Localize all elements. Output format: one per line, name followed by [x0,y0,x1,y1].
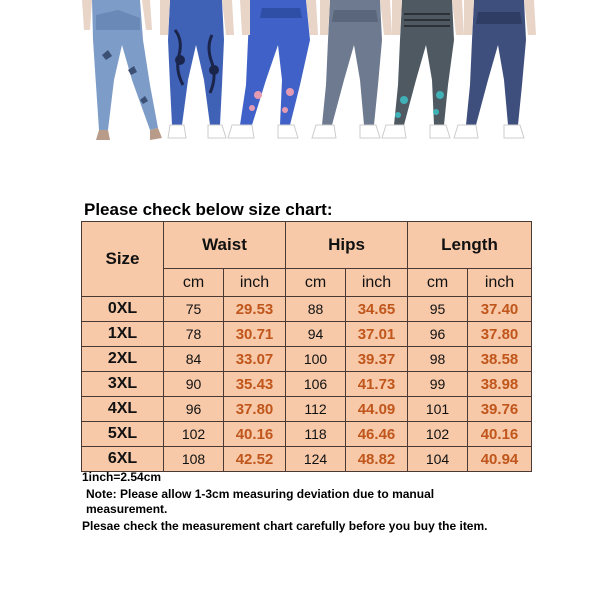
waist-inch-cell: 40.16 [224,422,286,447]
size-cell: 1XL [82,322,164,347]
size-column-header: Size [82,222,164,297]
leggings-models-photo [0,0,612,145]
length-cm-cell: 102 [408,422,468,447]
measurement-deviation-note: Note: Please allow 1-3cm measuring deviation due to manual measurement. [86,487,435,516]
waist-cm-header: cm [164,269,224,297]
table-row [82,297,532,322]
length-inch-cell: 38.58 [468,347,532,372]
length-inch-cell: 40.94 [468,447,532,472]
table-row [82,372,532,397]
length-cm-header: cm [408,269,468,297]
waist-cm-cell: 78 [164,322,224,347]
length-inch-cell: 38.98 [468,372,532,397]
size-cell: 4XL [82,397,164,422]
waist-inch-header: inch [224,269,286,297]
waist-inch-cell: 37.80 [224,397,286,422]
model-bright-blue-pink-floral [228,0,318,138]
size-chart-heading: Please check below size chart: [84,200,333,219]
hips-inch-cell: 48.82 [346,447,408,472]
hips-inch-cell: 46.46 [346,422,408,447]
size-chart-table [81,221,532,472]
waist-header: Waist [164,222,286,269]
waist-inch-cell: 30.71 [224,322,286,347]
hips-cm-cell: 88 [286,297,346,322]
length-cm-cell: 101 [408,397,468,422]
waist-cm-cell: 90 [164,372,224,397]
size-cell: 5XL [82,422,164,447]
size-cell: 3XL [82,372,164,397]
model-navy-denim [454,0,536,138]
waist-cm-cell: 108 [164,447,224,472]
length-cm-cell: 95 [408,297,468,322]
length-cm-cell: 104 [408,447,468,472]
hips-cm-cell: 106 [286,372,346,397]
hips-cm-cell: 118 [286,422,346,447]
hips-cm-cell: 112 [286,397,346,422]
model-dark-grey-teal-floral [382,0,464,138]
hips-inch-cell: 41.73 [346,372,408,397]
waist-cm-cell: 96 [164,397,224,422]
waist-inch-cell: 42.52 [224,447,286,472]
check-chart-note: Plesae check the measurement chart carefully before you buy the item. [82,519,488,533]
hips-inch-cell: 39.37 [346,347,408,372]
unit-conversion-note: 1inch=2.54cm [82,470,162,484]
length-inch-cell: 37.40 [468,297,532,322]
model-light-blue-butterfly [82,0,162,140]
hips-cm-cell: 124 [286,447,346,472]
length-inch-cell: 39.76 [468,397,532,422]
length-cm-cell: 99 [408,372,468,397]
table-row [82,447,532,472]
waist-inch-cell: 33.07 [224,347,286,372]
size-chart-notes [82,470,512,534]
size-cell: 0XL [82,297,164,322]
length-inch-cell: 40.16 [468,422,532,447]
waist-inch-cell: 35.43 [224,372,286,397]
table-row [82,347,532,372]
table-row [82,397,532,422]
table-row [82,422,532,447]
hips-cm-cell: 94 [286,322,346,347]
waist-cm-cell: 84 [164,347,224,372]
size-cell: 2XL [82,347,164,372]
hips-inch-cell: 34.65 [346,297,408,322]
hips-inch-header: inch [346,269,408,297]
table-row [82,322,532,347]
length-inch-cell: 37.80 [468,322,532,347]
length-header: Length [408,222,532,269]
model-grey-denim [312,0,392,138]
length-cm-cell: 98 [408,347,468,372]
length-inch-header: inch [468,269,532,297]
hips-cm-cell: 100 [286,347,346,372]
hips-inch-cell: 44.09 [346,397,408,422]
waist-cm-cell: 75 [164,297,224,322]
waist-inch-cell: 29.53 [224,297,286,322]
model-blue-dark-floral [160,0,234,138]
hips-cm-header: cm [286,269,346,297]
size-cell: 6XL [82,447,164,472]
hips-header: Hips [286,222,408,269]
hips-inch-cell: 37.01 [346,322,408,347]
waist-cm-cell: 102 [164,422,224,447]
length-cm-cell: 96 [408,322,468,347]
